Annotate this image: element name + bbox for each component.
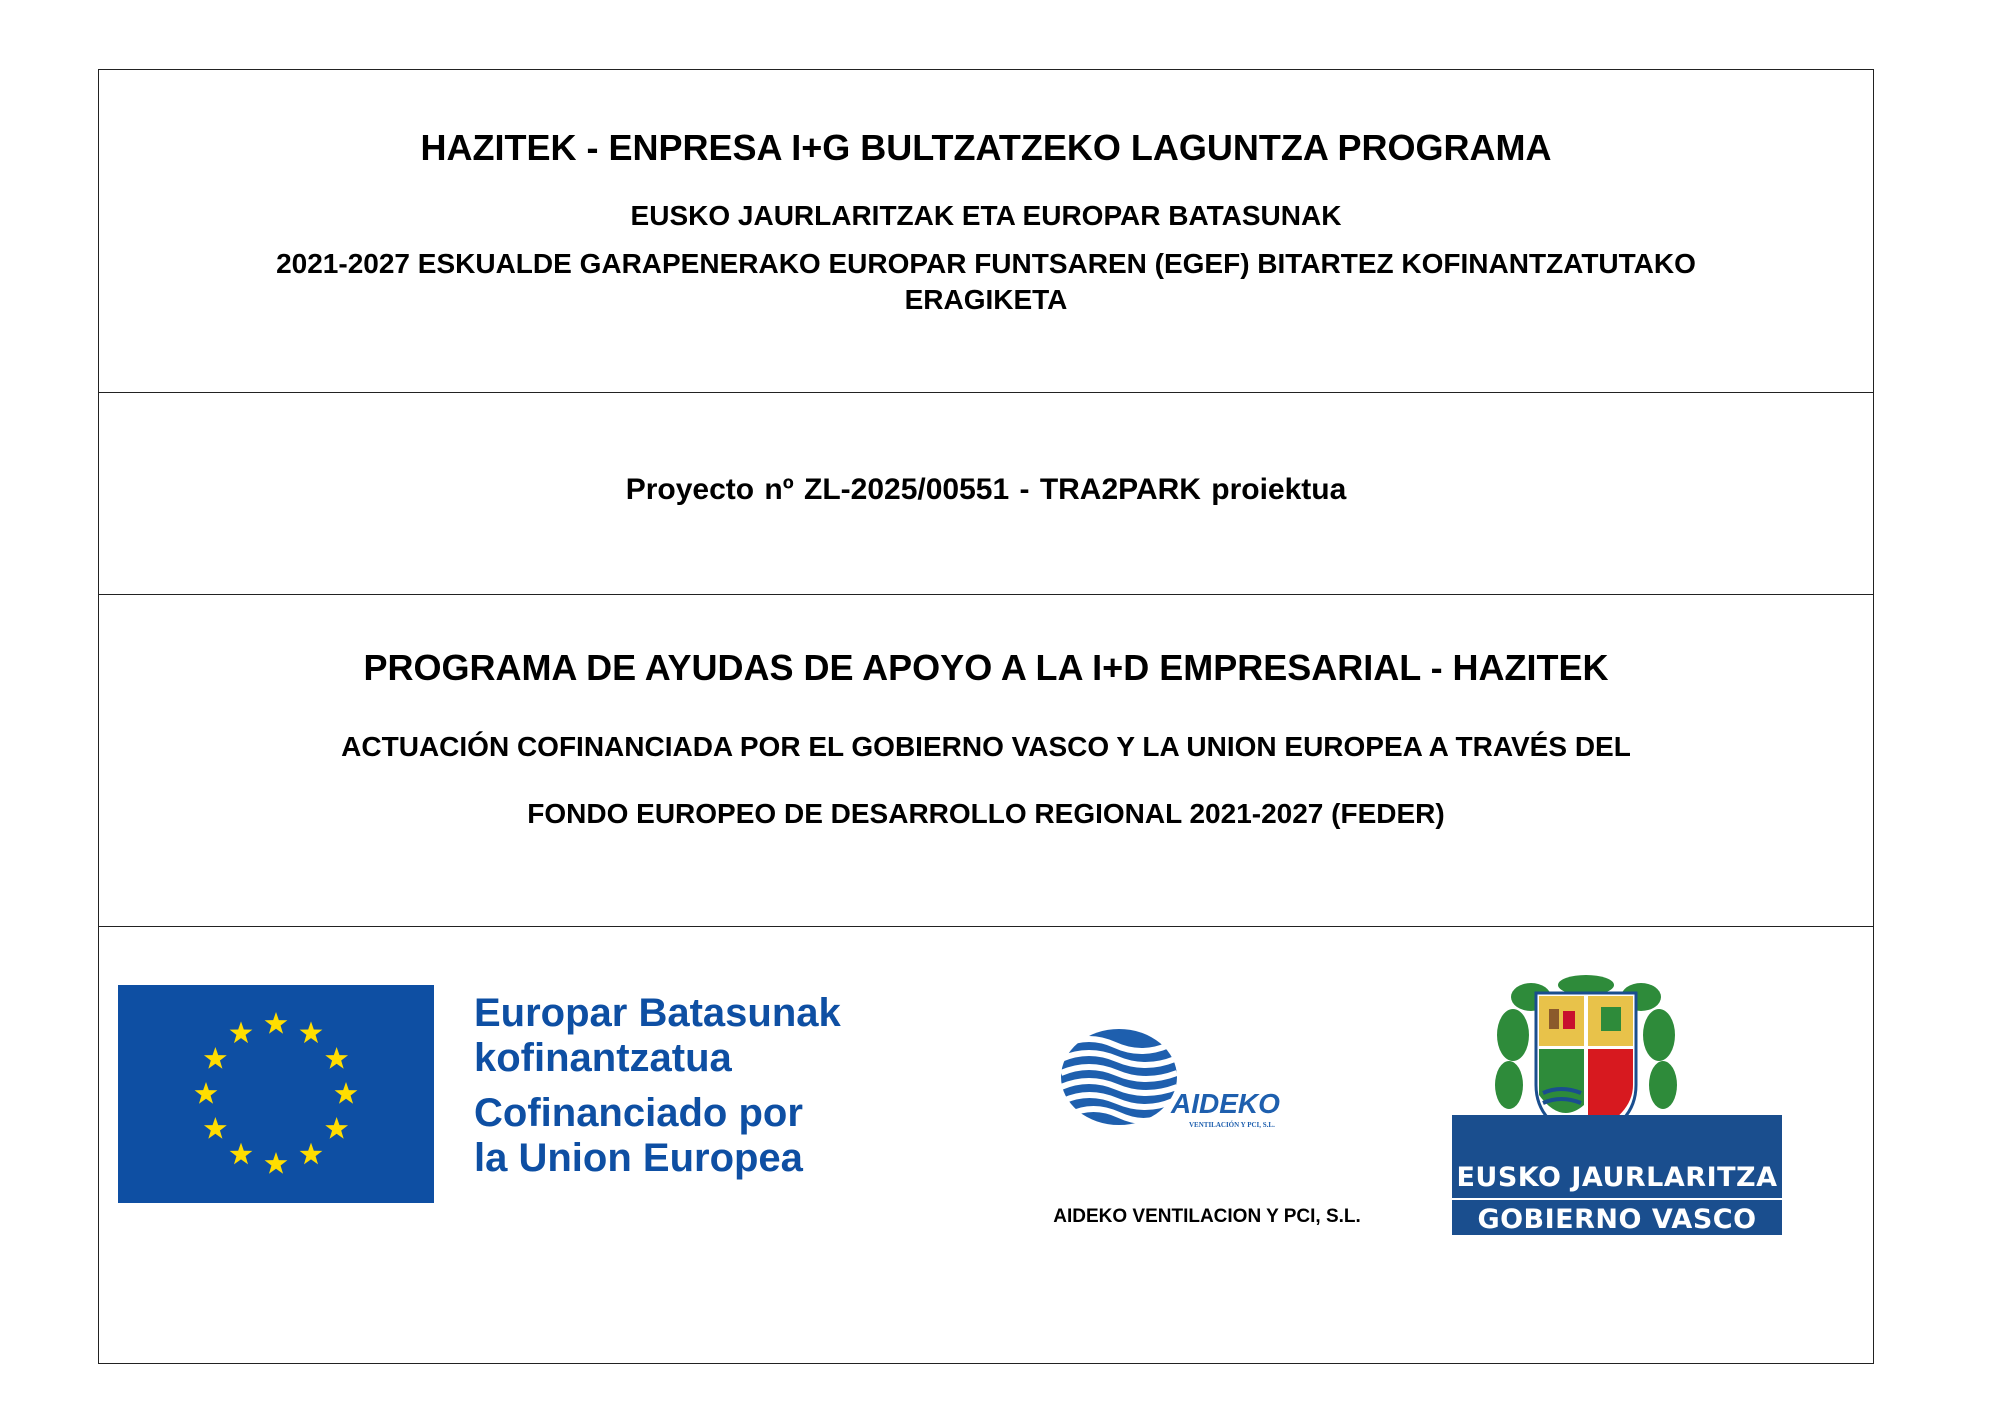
eu-star-icon (335, 1082, 358, 1104)
section-project (99, 393, 1873, 595)
eu-star-icon (300, 1143, 323, 1165)
eu-flag (118, 985, 434, 1203)
project-number: Proyecto nº ZL-2025/00551 - TRA2PARK proiektua (625, 473, 1347, 506)
eu-text-line2: kofinantzatua (474, 1036, 732, 1080)
eu-star-icon (195, 1082, 218, 1104)
section1-line2: 2021-2027 ESKUALDE GARAPENERAKO EUROPAR FUNTSAREN (EGEF) BITARTEZ KOFINANTZATUTAKO ERAGIKETA (276, 248, 1696, 315)
eu-star-icon (325, 1117, 348, 1139)
aideko-logo-text: AIDEKO (1171, 1088, 1280, 1119)
section1-title: HAZITEK - ENPRESA I+G BULTZATZEKO LAGUNTZA PROGRAMA (420, 127, 1552, 168)
eu-cofinanced-text (474, 991, 841, 1181)
section-hazitek-basque (99, 70, 1873, 393)
eu-star-icon (230, 1021, 253, 1043)
aideko-logo-subtext: VENTILACIÓN Y PCI, S.L. (1189, 1121, 1275, 1129)
aideko-company-name: AIDEKO VENTILACION Y PCI, S.L. (1053, 1206, 1361, 1227)
aideko-logo (1059, 1027, 1299, 1147)
section1-line1: EUSKO JAURLARITZAK ETA EUROPAR BATASUNAK (630, 200, 1342, 231)
plaque-frame (98, 69, 1874, 1364)
section3-line1: ACTUACIÓN COFINANCIADA POR EL GOBIERNO VASCO Y LA UNION EUROPEA A TRAVÉS DEL (341, 731, 1631, 762)
eu-star-icon (265, 1012, 288, 1034)
eu-star-icon (265, 1152, 288, 1174)
eu-stars-icon (118, 985, 434, 1203)
section3-line2: FONDO EUROPEO DE DESARROLLO REGIONAL 2021-2027 (FEDER) (527, 798, 1445, 829)
gobierno-vasco-label (1452, 1115, 1782, 1235)
gobierno-line1: EUSKO JAURLARITZA (1456, 1162, 1778, 1193)
section-hazitek-spanish (99, 595, 1873, 927)
aideko-waves-icon (1059, 1027, 1299, 1147)
eu-star-icon (325, 1047, 348, 1069)
eu-text-line1: Europar Batasunak (474, 991, 841, 1035)
eu-text-line3: Cofinanciado por (474, 1091, 803, 1135)
section3-title: PROGRAMA DE AYUDAS DE APOYO A LA I+D EMPRESARIAL - HAZITEK (363, 647, 1609, 688)
section-logos (99, 927, 1873, 1363)
gobierno-line2: GOBIERNO VASCO (1477, 1204, 1757, 1235)
eu-star-icon (204, 1117, 227, 1139)
eu-star-icon (300, 1021, 323, 1043)
eu-star-icon (230, 1143, 253, 1165)
eu-star-icon (204, 1047, 227, 1069)
eu-text-line4: la Union Europea (474, 1136, 803, 1180)
